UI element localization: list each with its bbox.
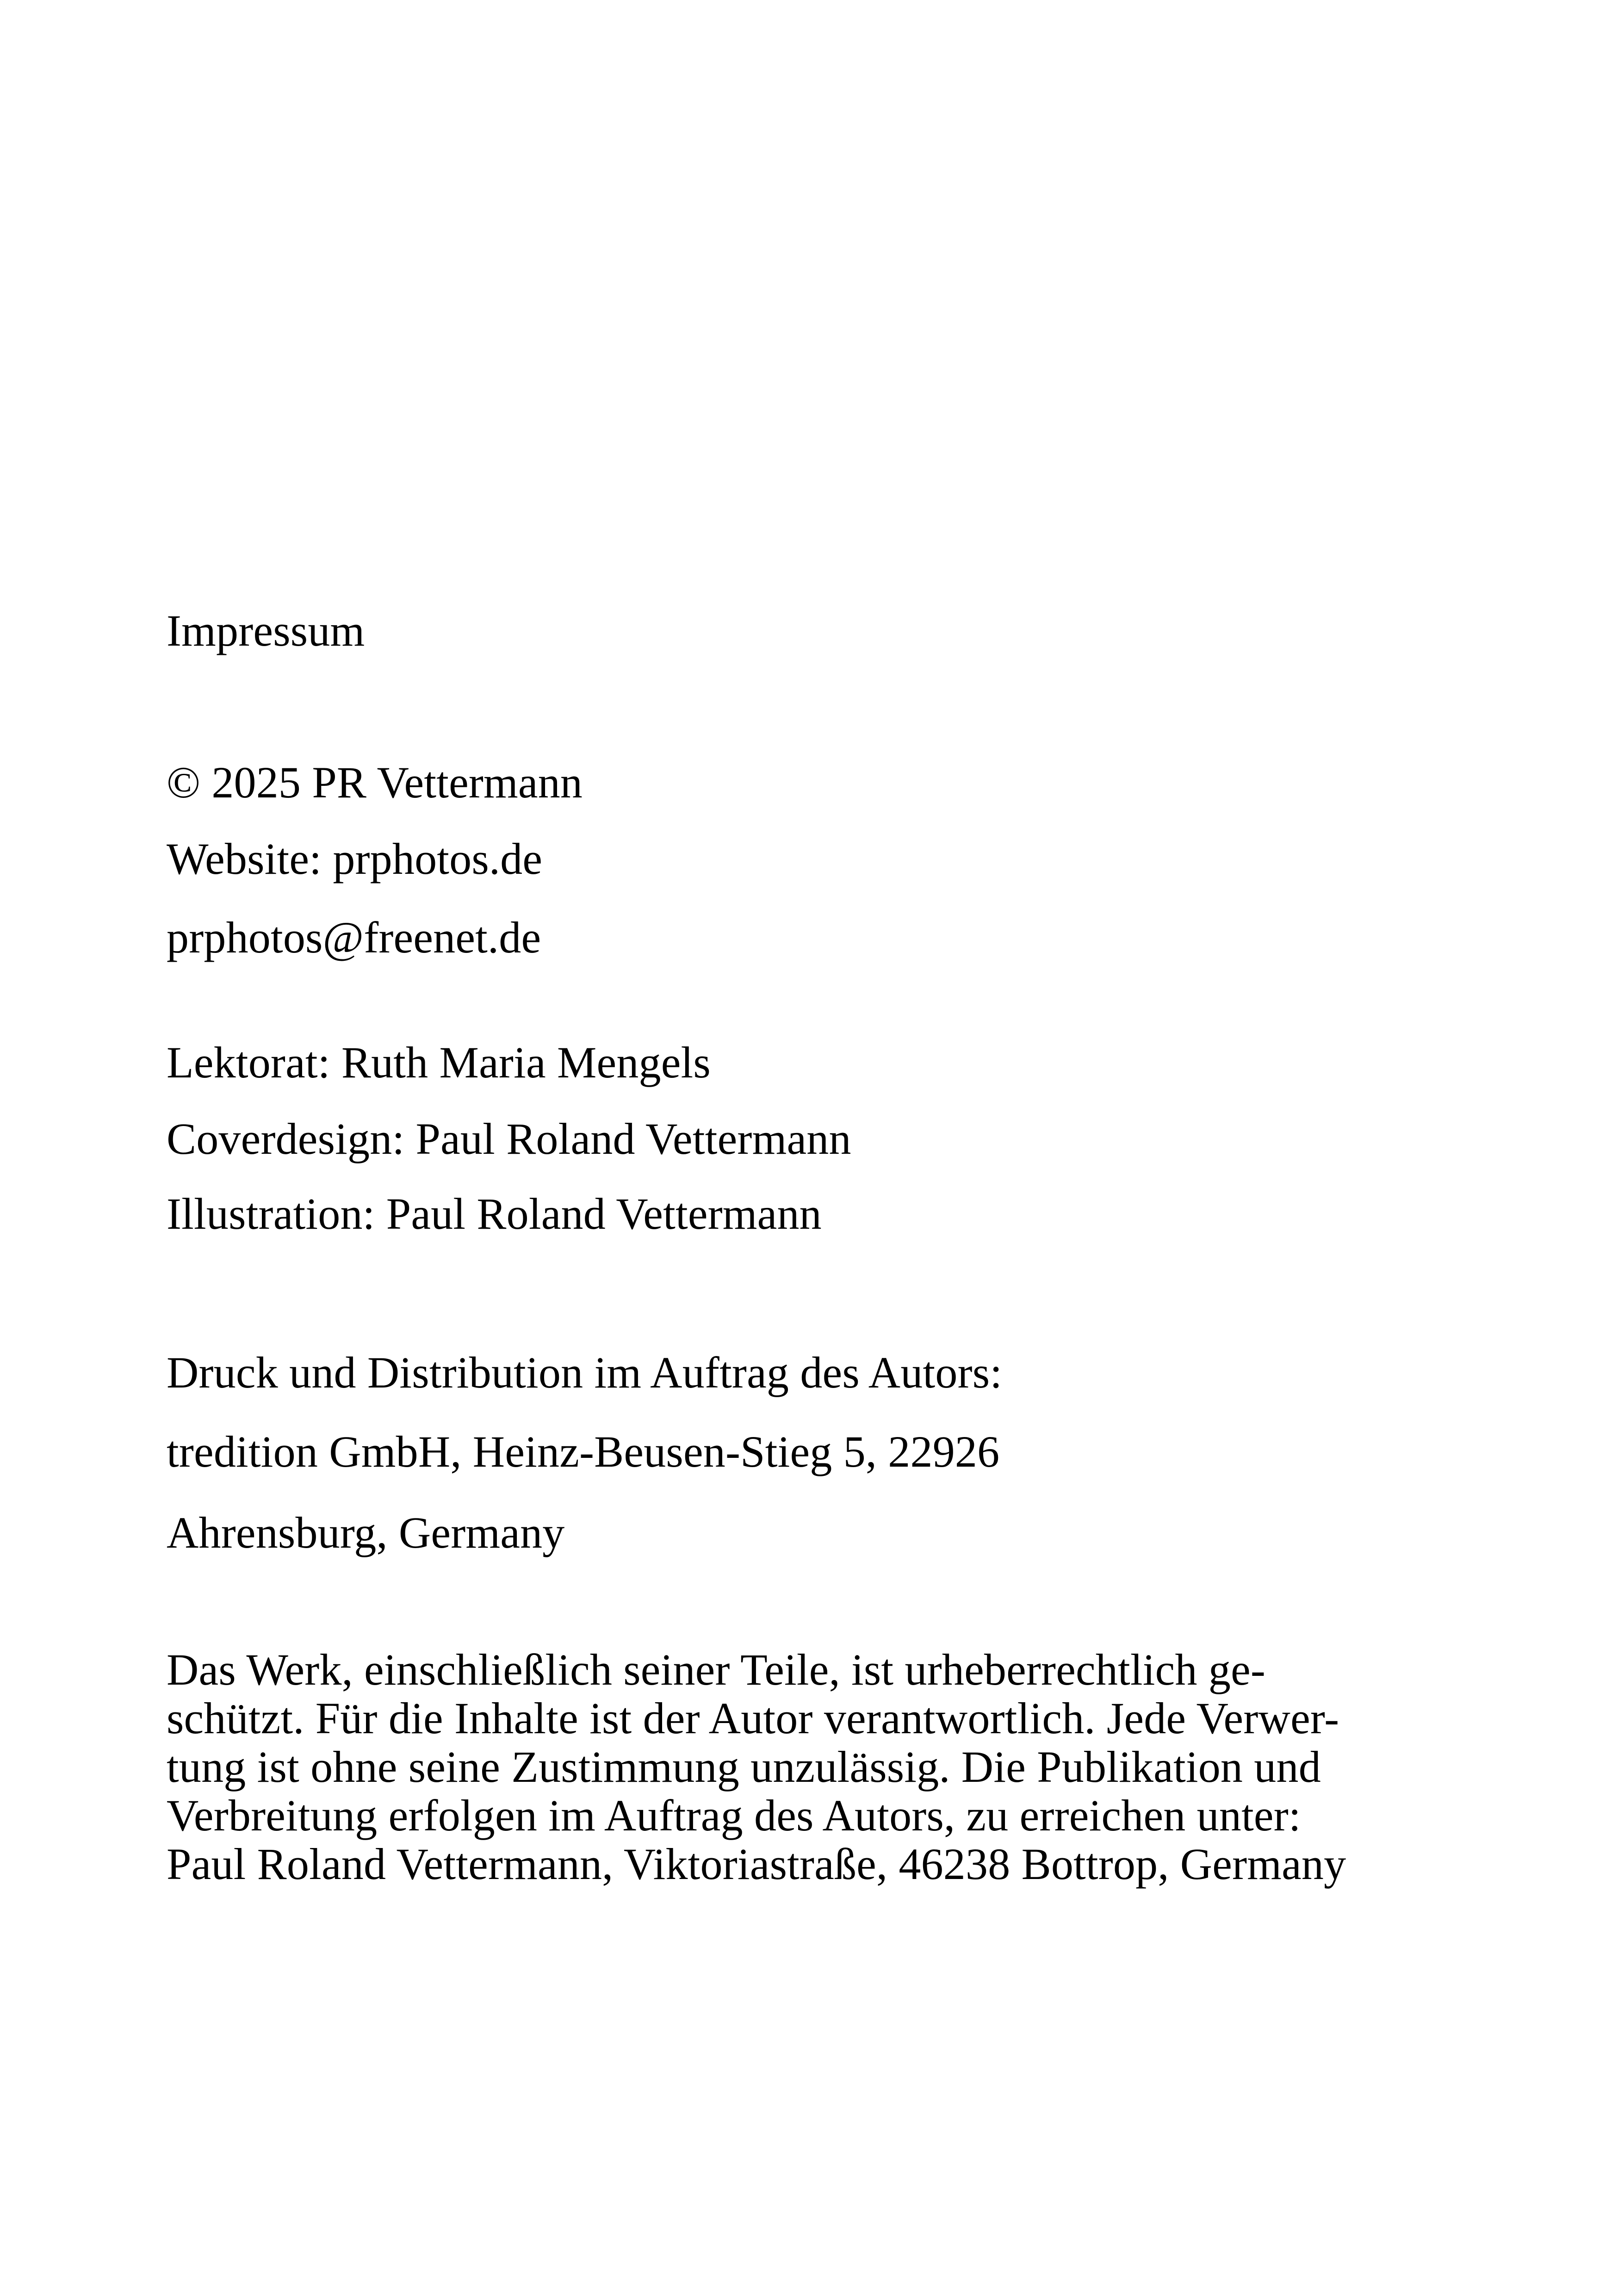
- copyright-line: © 2025 PR Vettermann: [167, 758, 583, 807]
- legal-line: Paul Roland Vettermann, Viktoriastraße, 46238 Bottrop, Germany: [167, 1839, 1346, 1889]
- email-line: prphotos@freenet.de: [167, 913, 541, 962]
- imprint-heading: Impressum: [167, 606, 365, 655]
- legal-line: schützt. Für die Inhalte ist der Autor verantwortlich. Jede Verwer-: [167, 1693, 1339, 1743]
- lektorat-line: Lektorat: Ruth Maria Mengels: [167, 1038, 711, 1087]
- legal-line: tung ist ohne seine Zustimmung unzulässig. Die Publikation und: [167, 1742, 1321, 1792]
- distribution-company-line: tredition GmbH, Heinz-Beusen-Stieg 5, 22926: [167, 1427, 1000, 1476]
- legal-line: Das Werk, einschließlich seiner Teile, ist urheberrechtlich ge-: [167, 1645, 1266, 1694]
- distribution-city-line: Ahrensburg, Germany: [167, 1508, 565, 1557]
- coverdesign-line: Coverdesign: Paul Roland Vettermann: [167, 1114, 851, 1164]
- legal-line: Verbreitung erfolgen im Auftrag des Autors, zu erreichen unter:: [167, 1791, 1301, 1840]
- distribution-heading: Druck und Distribution im Auftrag des Autors:: [167, 1348, 1003, 1397]
- illustration-line: Illustration: Paul Roland Vettermann: [167, 1189, 822, 1238]
- website-line: Website: prphotos.de: [167, 834, 543, 884]
